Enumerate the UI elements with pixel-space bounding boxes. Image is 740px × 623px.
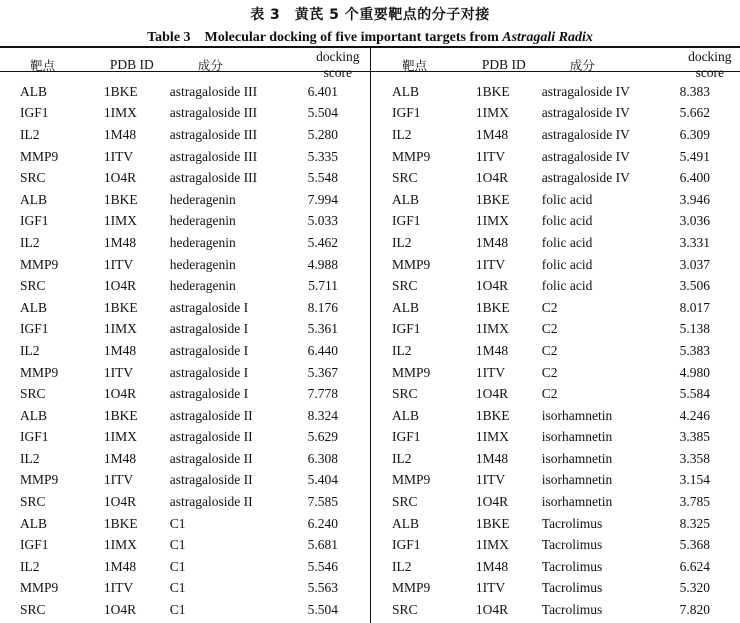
cell-target: ALB <box>20 515 47 531</box>
cell-component: astragaloside I <box>169 299 249 315</box>
cell-component: Tacrolimus <box>541 580 603 596</box>
cell-target: ALB <box>20 299 47 315</box>
cell-pdb-id: 1IMX <box>475 537 509 553</box>
cell-target: IL2 <box>20 558 40 574</box>
table-row <box>372 189 740 211</box>
cell-component: C2 <box>541 321 558 337</box>
cell-component: astragaloside III <box>169 126 258 142</box>
table-row <box>0 232 368 254</box>
table-row <box>372 319 740 341</box>
cell-pdb-id: 1ITV <box>475 256 506 272</box>
cell-target: IL2 <box>392 234 412 250</box>
cell-docking-score: 3.946 <box>679 191 710 207</box>
cell-target: IL2 <box>20 450 40 466</box>
cell-pdb-id: 1ITV <box>103 256 134 272</box>
table-row <box>372 362 740 384</box>
header-docking-score: docking score <box>316 49 360 80</box>
cell-pdb-id: 1M48 <box>103 558 137 574</box>
cell-pdb-id: 1M48 <box>103 234 137 250</box>
table-row <box>0 297 368 319</box>
table-row <box>0 448 368 470</box>
cell-pdb-id: 1IMX <box>475 321 509 337</box>
column-divider <box>370 47 371 623</box>
cell-target: ALB <box>20 191 47 207</box>
table-row <box>0 599 368 621</box>
cell-docking-score: 5.546 <box>307 558 338 574</box>
cell-pdb-id: 1IMX <box>475 429 509 445</box>
cell-pdb-id: 1M48 <box>475 126 509 142</box>
cell-target: ALB <box>392 191 419 207</box>
cell-docking-score: 5.368 <box>679 537 710 553</box>
table-row <box>0 167 368 189</box>
cell-component: isorhamnetin <box>541 429 613 445</box>
cell-component: astragaloside III <box>169 148 258 164</box>
cell-target: MMP9 <box>20 364 59 380</box>
cell-target: IGF1 <box>20 537 49 553</box>
cell-docking-score: 5.367 <box>307 364 338 380</box>
table-row <box>0 189 368 211</box>
table-row <box>0 470 368 492</box>
table-row <box>372 383 740 405</box>
cell-component: hederagenin <box>169 234 236 250</box>
cell-pdb-id: 1M48 <box>103 342 137 358</box>
cell-target: SRC <box>20 494 46 510</box>
cell-target: IGF1 <box>20 213 49 229</box>
cell-docking-score: 4.988 <box>307 256 338 272</box>
cell-docking-score: 4.246 <box>679 407 710 423</box>
cell-component: C2 <box>541 364 558 380</box>
cell-pdb-id: 1M48 <box>475 558 509 574</box>
cell-target: ALB <box>392 407 419 423</box>
cell-component: astragaloside II <box>169 494 253 510</box>
cell-docking-score: 3.385 <box>679 429 710 445</box>
table-row <box>0 146 368 168</box>
cell-component: Tacrolimus <box>541 537 603 553</box>
cell-docking-score: 8.325 <box>679 515 710 531</box>
cell-component: folic acid <box>541 213 593 229</box>
cell-docking-score: 3.331 <box>679 234 710 250</box>
table-row <box>0 578 368 600</box>
cell-docking-score: 6.400 <box>679 170 710 186</box>
cell-docking-score: 6.401 <box>307 83 338 99</box>
table-row <box>372 470 740 492</box>
table-row <box>372 146 740 168</box>
cell-target: IGF1 <box>392 321 421 337</box>
table-row <box>0 340 368 362</box>
cell-component: C1 <box>169 558 186 574</box>
cell-target: IGF1 <box>392 429 421 445</box>
cell-pdb-id: 1O4R <box>475 278 509 294</box>
cell-target: IL2 <box>20 342 40 358</box>
cell-docking-score: 3.506 <box>679 278 710 294</box>
cell-target: SRC <box>392 278 418 294</box>
cell-pdb-id: 1BKE <box>475 191 510 207</box>
caption-english-italic: Astragali Radix <box>502 30 593 45</box>
table-row <box>372 211 740 233</box>
table-row <box>372 599 740 621</box>
cell-component: C2 <box>541 342 558 358</box>
cell-target: MMP9 <box>392 580 431 596</box>
cell-component: isorhamnetin <box>541 450 613 466</box>
cell-component: astragaloside III <box>169 83 258 99</box>
cell-target: IGF1 <box>392 105 421 121</box>
cell-pdb-id: 1O4R <box>103 602 137 618</box>
cell-component: astragaloside I <box>169 342 249 358</box>
cell-pdb-id: 1O4R <box>475 386 509 402</box>
cell-target: MMP9 <box>392 364 431 380</box>
cell-pdb-id: 1ITV <box>475 148 506 164</box>
cell-component: astragaloside I <box>169 321 249 337</box>
table-row <box>372 340 740 362</box>
cell-component: folic acid <box>541 256 593 272</box>
cell-docking-score: 5.662 <box>679 105 710 121</box>
cell-target: IL2 <box>20 126 40 142</box>
header-docking-score: docking score <box>688 49 732 80</box>
cell-pdb-id: 1BKE <box>475 299 510 315</box>
cell-component: C1 <box>169 602 186 618</box>
cell-pdb-id: 1IMX <box>475 213 509 229</box>
cell-pdb-id: 1IMX <box>103 321 137 337</box>
cell-component: Tacrolimus <box>541 558 603 574</box>
cell-docking-score: 8.176 <box>307 299 338 315</box>
cell-docking-score: 5.548 <box>307 170 338 186</box>
table-row <box>0 362 368 384</box>
cell-target: ALB <box>392 299 419 315</box>
cell-pdb-id: 1O4R <box>103 386 137 402</box>
header-target: 靶点 <box>402 58 428 73</box>
cell-docking-score: 8.383 <box>679 83 710 99</box>
table-row <box>0 534 368 556</box>
cell-pdb-id: 1BKE <box>475 407 510 423</box>
cell-docking-score: 8.017 <box>679 299 710 315</box>
cell-docking-score: 7.820 <box>679 602 710 618</box>
cell-target: SRC <box>392 602 418 618</box>
cell-docking-score: 5.335 <box>307 148 338 164</box>
cell-docking-score: 5.138 <box>679 321 710 337</box>
table-row <box>0 81 368 103</box>
cell-target: ALB <box>20 83 47 99</box>
table-row <box>0 254 368 276</box>
cell-pdb-id: 1BKE <box>475 83 510 99</box>
cell-pdb-id: 1O4R <box>103 170 137 186</box>
cell-component: hederagenin <box>169 256 236 272</box>
cell-target: MMP9 <box>392 472 431 488</box>
cell-target: ALB <box>392 515 419 531</box>
cell-pdb-id: 1O4R <box>103 278 137 294</box>
cell-pdb-id: 1IMX <box>475 105 509 121</box>
cell-target: IGF1 <box>20 105 49 121</box>
cell-pdb-id: 1M48 <box>475 450 509 466</box>
cell-component: hederagenin <box>169 213 236 229</box>
cell-docking-score: 5.491 <box>679 148 710 164</box>
table-row <box>372 448 740 470</box>
cell-docking-score: 5.681 <box>307 537 338 553</box>
cell-pdb-id: 1O4R <box>103 494 137 510</box>
cell-target: SRC <box>20 170 46 186</box>
cell-docking-score: 5.711 <box>308 278 338 294</box>
cell-pdb-id: 1ITV <box>103 580 134 596</box>
header-pdb-id: PDB ID <box>481 57 526 72</box>
table-row <box>372 103 740 125</box>
cell-target: IL2 <box>392 558 412 574</box>
cell-pdb-id: 1BKE <box>103 191 138 207</box>
table-row <box>372 534 740 556</box>
header-row <box>0 49 368 81</box>
cell-docking-score: 5.584 <box>679 386 710 402</box>
table-row <box>372 232 740 254</box>
cell-docking-score: 5.320 <box>679 580 710 596</box>
cell-component: astragaloside IV <box>541 83 630 99</box>
cell-target: IGF1 <box>20 321 49 337</box>
cell-docking-score: 6.308 <box>307 450 338 466</box>
cell-pdb-id: 1O4R <box>475 494 509 510</box>
cell-component: C1 <box>169 515 186 531</box>
cell-target: ALB <box>20 407 47 423</box>
cell-target: IL2 <box>392 450 412 466</box>
table-row <box>0 383 368 405</box>
cell-pdb-id: 1ITV <box>475 472 506 488</box>
table-row <box>372 513 740 535</box>
cell-pdb-id: 1ITV <box>103 148 134 164</box>
cell-docking-score: 6.624 <box>679 558 710 574</box>
cell-pdb-id: 1IMX <box>103 429 137 445</box>
cell-target: ALB <box>392 83 419 99</box>
cell-docking-score: 5.361 <box>307 321 338 337</box>
caption-chinese: 表 3 黄芪 5 个重要靶点的分子对接 <box>250 7 490 23</box>
cell-docking-score: 3.037 <box>679 256 710 272</box>
cell-target: IGF1 <box>392 537 421 553</box>
cell-docking-score: 7.778 <box>307 386 338 402</box>
header-component: 成分 <box>569 58 595 73</box>
right-table-body <box>372 81 740 621</box>
table-row <box>372 556 740 578</box>
cell-component: isorhamnetin <box>541 407 613 423</box>
cell-docking-score: 5.629 <box>307 429 338 445</box>
cell-pdb-id: 1O4R <box>475 170 509 186</box>
cell-target: SRC <box>392 170 418 186</box>
table-row <box>0 491 368 513</box>
table-row <box>372 254 740 276</box>
table-row <box>0 124 368 146</box>
cell-docking-score: 7.585 <box>307 494 338 510</box>
table-row <box>372 405 740 427</box>
cell-target: MMP9 <box>20 472 59 488</box>
cell-pdb-id: 1M48 <box>103 450 137 466</box>
table-row <box>0 211 368 233</box>
cell-target: MMP9 <box>392 256 431 272</box>
table-row <box>372 167 740 189</box>
cell-docking-score: 5.404 <box>307 472 338 488</box>
cell-pdb-id: 1BKE <box>103 83 138 99</box>
left-table-body <box>0 81 368 621</box>
table-row <box>372 427 740 449</box>
table-row <box>372 275 740 297</box>
cell-pdb-id: 1BKE <box>103 407 138 423</box>
cell-target: SRC <box>392 494 418 510</box>
cell-component: astragaloside I <box>169 386 249 402</box>
cell-docking-score: 3.358 <box>679 450 710 466</box>
cell-target: SRC <box>392 386 418 402</box>
table-row <box>372 491 740 513</box>
cell-pdb-id: 1ITV <box>103 364 134 380</box>
cell-docking-score: 5.563 <box>307 580 338 596</box>
cell-pdb-id: 1M48 <box>103 126 137 142</box>
cell-component: astragaloside II <box>169 450 253 466</box>
cell-target: MMP9 <box>20 256 59 272</box>
cell-component: astragaloside II <box>169 472 253 488</box>
table-row <box>0 405 368 427</box>
cell-component: folic acid <box>541 234 593 250</box>
cell-docking-score: 5.033 <box>307 213 338 229</box>
cell-pdb-id: 1M48 <box>475 342 509 358</box>
cell-component: astragaloside IV <box>541 170 630 186</box>
header-component: 成分 <box>197 58 223 73</box>
cell-component: folic acid <box>541 278 593 294</box>
cell-target: SRC <box>20 602 46 618</box>
cell-target: MMP9 <box>392 148 431 164</box>
table-row <box>0 275 368 297</box>
cell-pdb-id: 1BKE <box>103 515 138 531</box>
cell-pdb-id: 1ITV <box>475 580 506 596</box>
cell-pdb-id: 1ITV <box>103 472 134 488</box>
cell-pdb-id: 1BKE <box>103 299 138 315</box>
cell-pdb-id: 1IMX <box>103 537 137 553</box>
cell-component: astragaloside III <box>169 170 258 186</box>
cell-component: C2 <box>541 386 558 402</box>
right-table <box>372 49 740 621</box>
cell-docking-score: 5.383 <box>679 342 710 358</box>
cell-component: astragaloside IV <box>541 148 630 164</box>
cell-docking-score: 6.240 <box>307 515 338 531</box>
table-row <box>0 103 368 125</box>
cell-docking-score: 7.994 <box>307 191 338 207</box>
caption-english <box>0 26 740 46</box>
cell-docking-score: 5.462 <box>307 234 338 250</box>
cell-docking-score: 5.280 <box>307 126 338 142</box>
header-row <box>372 49 740 81</box>
cell-docking-score: 4.980 <box>679 364 710 380</box>
cell-target: IL2 <box>392 126 412 142</box>
cell-target: IGF1 <box>392 213 421 229</box>
cell-pdb-id: 1ITV <box>475 364 506 380</box>
cell-component: astragaloside IV <box>541 105 630 121</box>
cell-pdb-id: 1O4R <box>475 602 509 618</box>
cell-pdb-id: 1IMX <box>103 105 137 121</box>
table-row <box>372 297 740 319</box>
cell-target: MMP9 <box>20 580 59 596</box>
cell-component: Tacrolimus <box>541 515 603 531</box>
cell-component: hederagenin <box>169 278 236 294</box>
cell-target: IL2 <box>20 234 40 250</box>
caption-english-text: Table 3 Molecular docking of five important targets from <box>147 30 503 45</box>
cell-component: Tacrolimus <box>541 602 603 618</box>
cell-docking-score: 3.036 <box>679 213 710 229</box>
cell-target: IL2 <box>392 342 412 358</box>
cell-docking-score: 5.504 <box>307 105 338 121</box>
cell-pdb-id: 1IMX <box>103 213 137 229</box>
table-row <box>0 513 368 535</box>
cell-docking-score: 3.785 <box>679 494 710 510</box>
cell-target: SRC <box>20 386 46 402</box>
table-row <box>0 556 368 578</box>
left-table <box>0 49 368 621</box>
cell-component: C1 <box>169 537 186 553</box>
table-row <box>0 427 368 449</box>
cell-component: astragaloside II <box>169 407 253 423</box>
cell-component: astragaloside III <box>169 105 258 121</box>
cell-component: C1 <box>169 580 186 596</box>
cell-target: MMP9 <box>20 148 59 164</box>
cell-component: astragaloside II <box>169 429 253 445</box>
cell-component: isorhamnetin <box>541 472 613 488</box>
header-target: 靶点 <box>30 58 56 73</box>
cell-docking-score: 6.309 <box>679 126 710 142</box>
cell-component: folic acid <box>541 191 593 207</box>
header-pdb-id: PDB ID <box>109 57 154 72</box>
cell-component: C2 <box>541 299 558 315</box>
cell-component: astragaloside I <box>169 364 249 380</box>
cell-component: astragaloside IV <box>541 126 630 142</box>
cell-docking-score: 6.440 <box>307 342 338 358</box>
cell-target: IGF1 <box>20 429 49 445</box>
cell-component: isorhamnetin <box>541 494 613 510</box>
cell-docking-score: 8.324 <box>307 407 338 423</box>
table-row <box>372 578 740 600</box>
cell-docking-score: 5.504 <box>307 602 338 618</box>
cell-target: SRC <box>20 278 46 294</box>
cell-component: hederagenin <box>169 191 236 207</box>
cell-pdb-id: 1M48 <box>475 234 509 250</box>
cell-pdb-id: 1BKE <box>475 515 510 531</box>
table-row <box>372 81 740 103</box>
cell-docking-score: 3.154 <box>679 472 710 488</box>
table-row <box>372 124 740 146</box>
table-row <box>0 319 368 341</box>
